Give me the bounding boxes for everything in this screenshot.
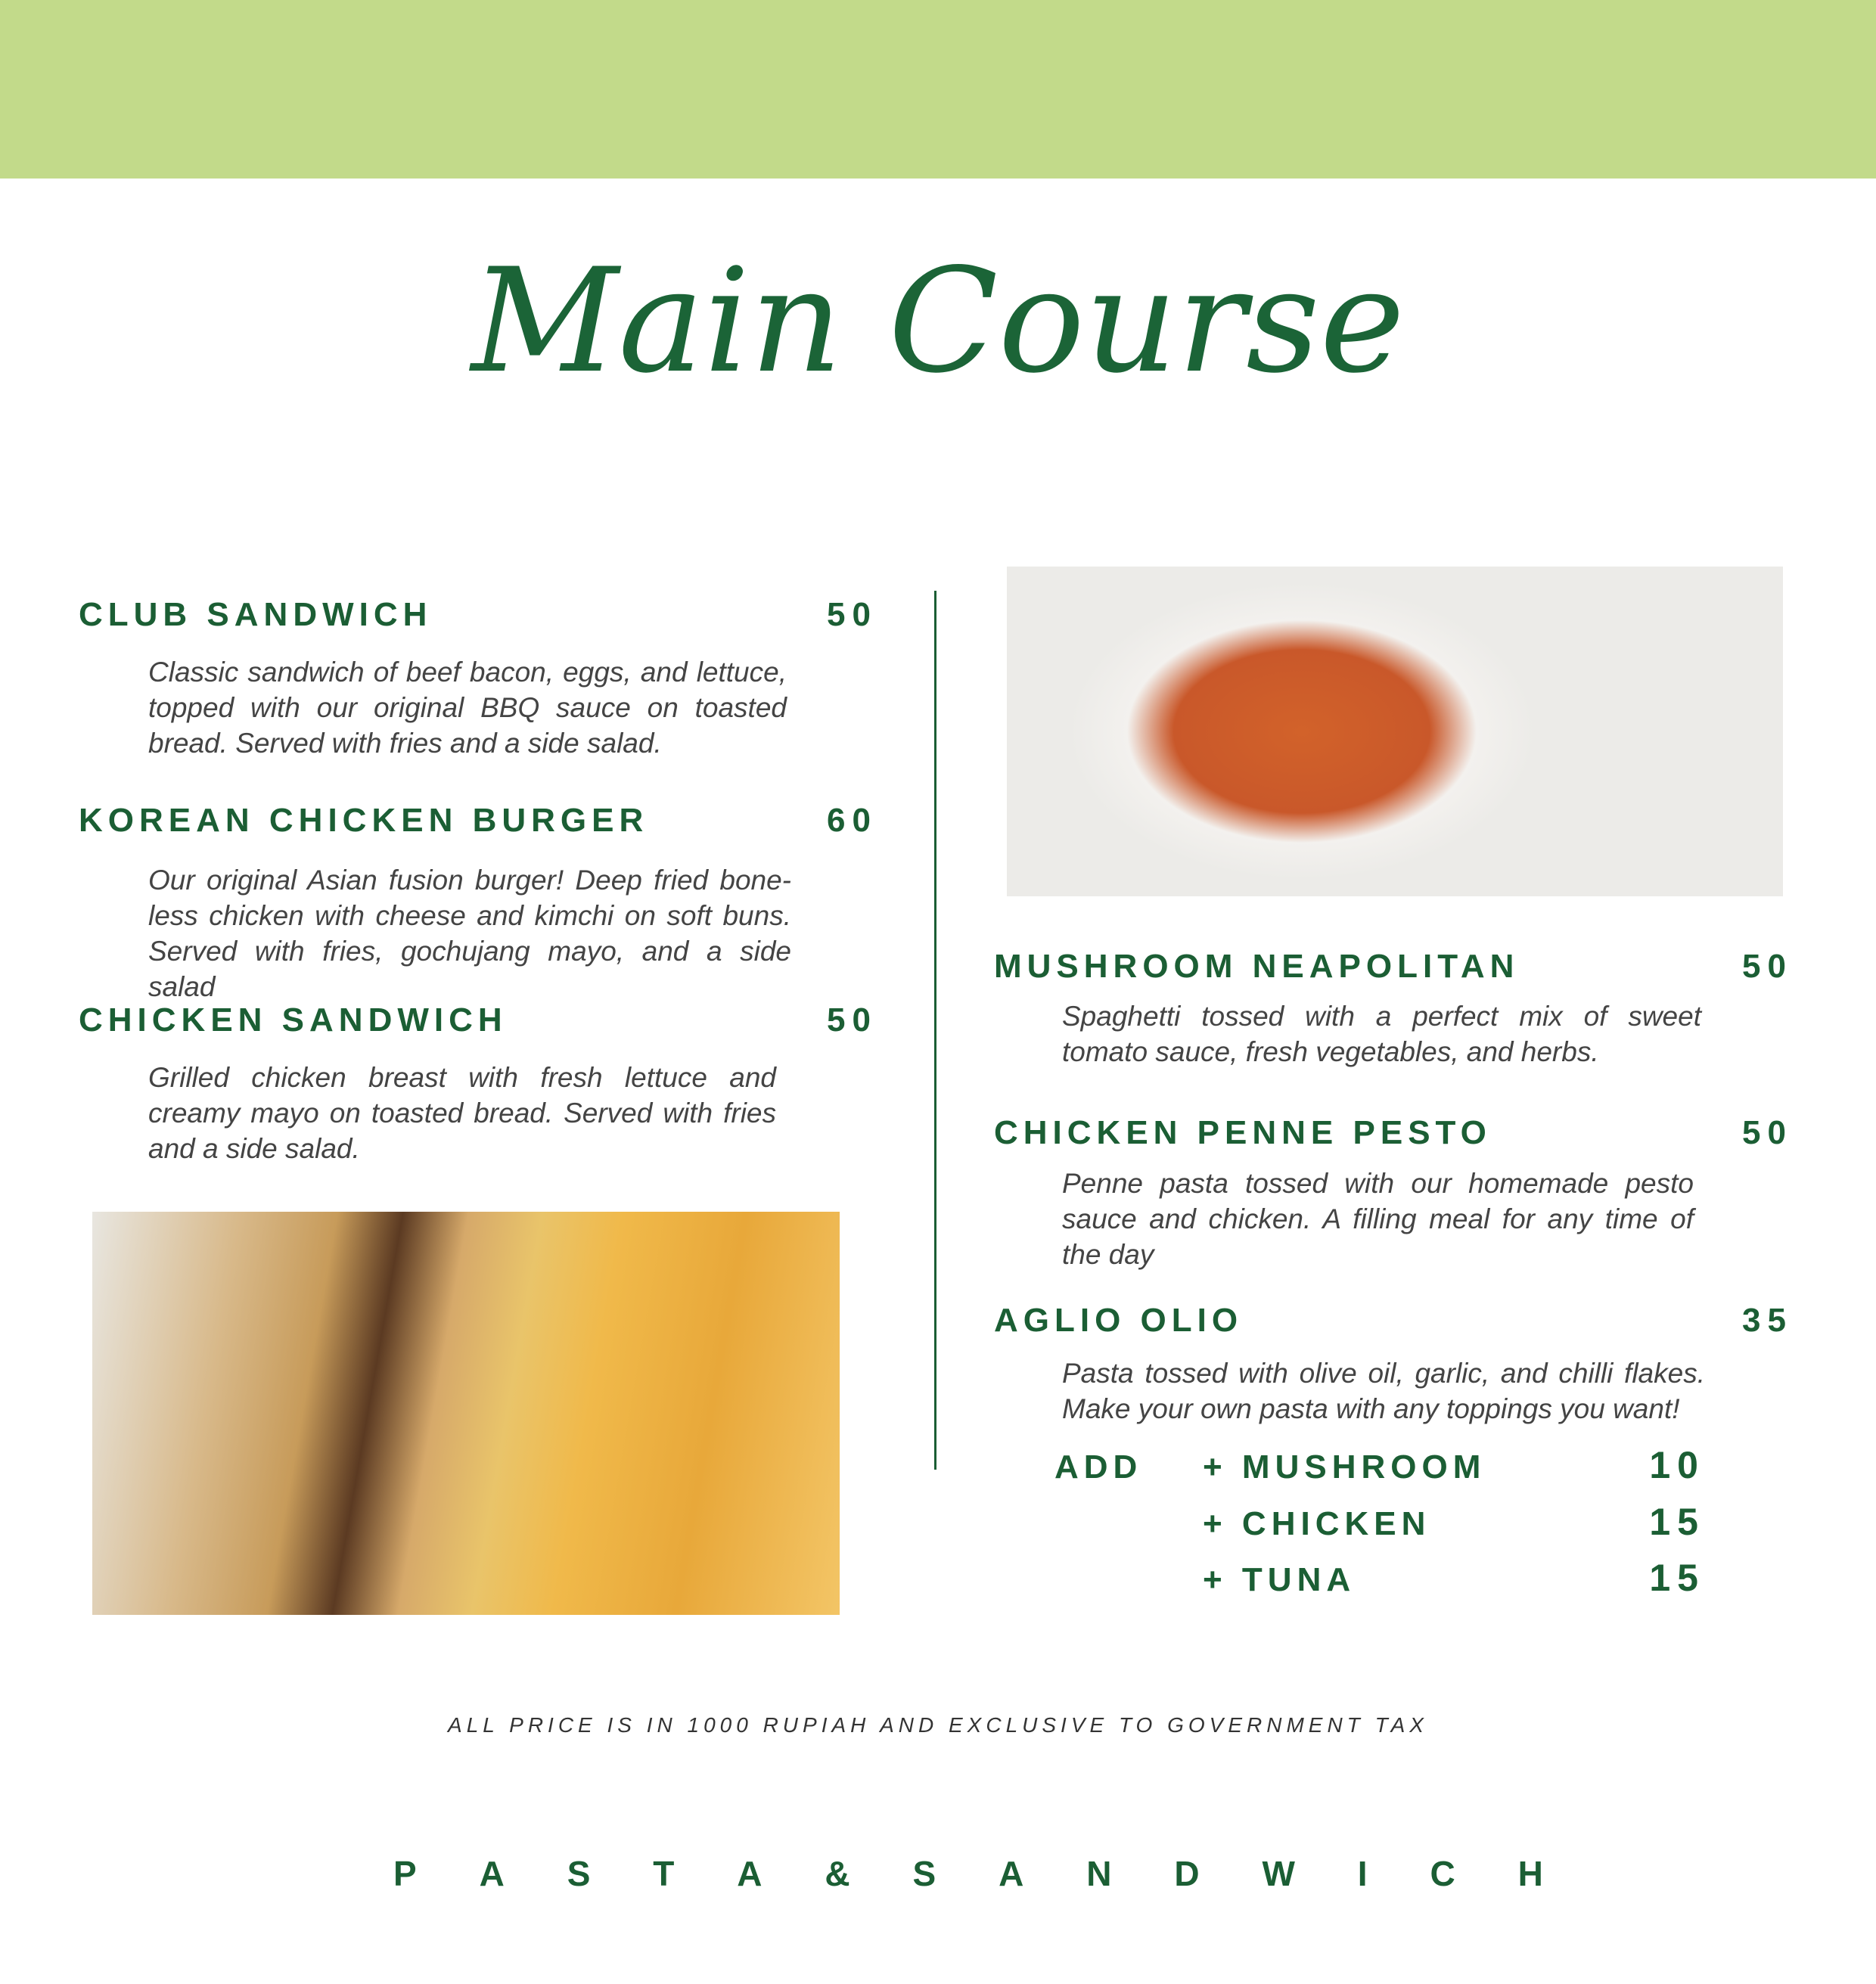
page-title: Main Course [471, 238, 1405, 405]
menu-item-price: 35 [1742, 1302, 1793, 1339]
footer-letter: S [567, 1854, 591, 1893]
footer-letter: C [1430, 1854, 1455, 1893]
menu-item-name: MUSHROOM NEAPOLITAN [994, 948, 1520, 985]
footer-letter: N [1086, 1854, 1112, 1893]
footer-letter: W [1262, 1854, 1295, 1893]
footer-letter: A [999, 1854, 1024, 1893]
menu-item-name: CHICKEN SANDWICH [79, 1001, 508, 1039]
column-divider [934, 591, 936, 1470]
menu-item-price: 50 [827, 1001, 877, 1039]
footer-letter: A [737, 1854, 763, 1893]
footer-letter: T [653, 1854, 675, 1893]
addon-price: 15 [1649, 1501, 1705, 1543]
footer-letter: & [825, 1854, 850, 1893]
addon-name: + MUSHROOM [1203, 1448, 1486, 1486]
menu-item-description: Classic sandwich of beef bacon, eggs, and lettuce, topped with our original BBQ sauce on toasted bread. Served with fries and a side salad. [148, 657, 787, 759]
sandwich-photo [92, 1212, 840, 1615]
addon-price: 10 [1649, 1444, 1705, 1486]
addon-label: ADD [1054, 1448, 1143, 1486]
addon-name: + CHICKEN [1203, 1505, 1431, 1542]
footer-letter: D [1174, 1854, 1200, 1893]
footer-letter: S [912, 1854, 936, 1893]
addon-price: 15 [1649, 1557, 1705, 1599]
price-note: ALL PRICE IS IN 1000 RUPIAH AND EXCLUSIVE TO GOVERNMENT TAX [448, 1713, 1428, 1737]
footer-letter: H [1517, 1854, 1543, 1893]
footer-section-title [393, 1853, 1543, 1894]
footer-letter: I [1357, 1854, 1368, 1893]
menu-item-name: CLUB SANDWICH [79, 596, 433, 633]
menu-item-description: Pasta tossed with olive oil, garlic, and chilli flakes. Make your own pasta with any toppings you want! [1062, 1358, 1705, 1424]
pasta-photo [1007, 567, 1783, 896]
menu-item-description: Grilled chicken breast with fresh lettuce and creamy mayo on toasted bread. Served with fries and a side salad. [148, 1062, 776, 1164]
footer-letter: P [393, 1854, 417, 1893]
menu-item-price: 50 [1742, 1114, 1793, 1151]
menu-item-name: AGLIO OLIO [994, 1302, 1244, 1339]
menu-item-price: 50 [1742, 948, 1793, 985]
menu-item-name: CHICKEN PENNE PESTO [994, 1114, 1492, 1151]
menu-item-price: 50 [827, 596, 877, 633]
menu-item-description: Penne pasta tossed with our homemade pesto sauce and chicken. A filling meal for any time of the day [1062, 1168, 1694, 1270]
footer-letter: A [479, 1854, 505, 1893]
menu-item-price: 60 [827, 802, 877, 839]
menu-item-description: Our original Asian fusion burger! Deep fried bone-less chicken with cheese and kimchi on soft buns. Served with fries, gochujang mayo, and a side salad [148, 865, 791, 1002]
top-banner [0, 0, 1876, 179]
menu-item-description: Spaghetti tossed with a perfect mix of sweet tomato sauce, fresh vegetables, and herbs. [1062, 1001, 1701, 1067]
menu-item-name: KOREAN CHICKEN BURGER [79, 802, 649, 839]
addon-name: + TUNA [1203, 1561, 1356, 1598]
